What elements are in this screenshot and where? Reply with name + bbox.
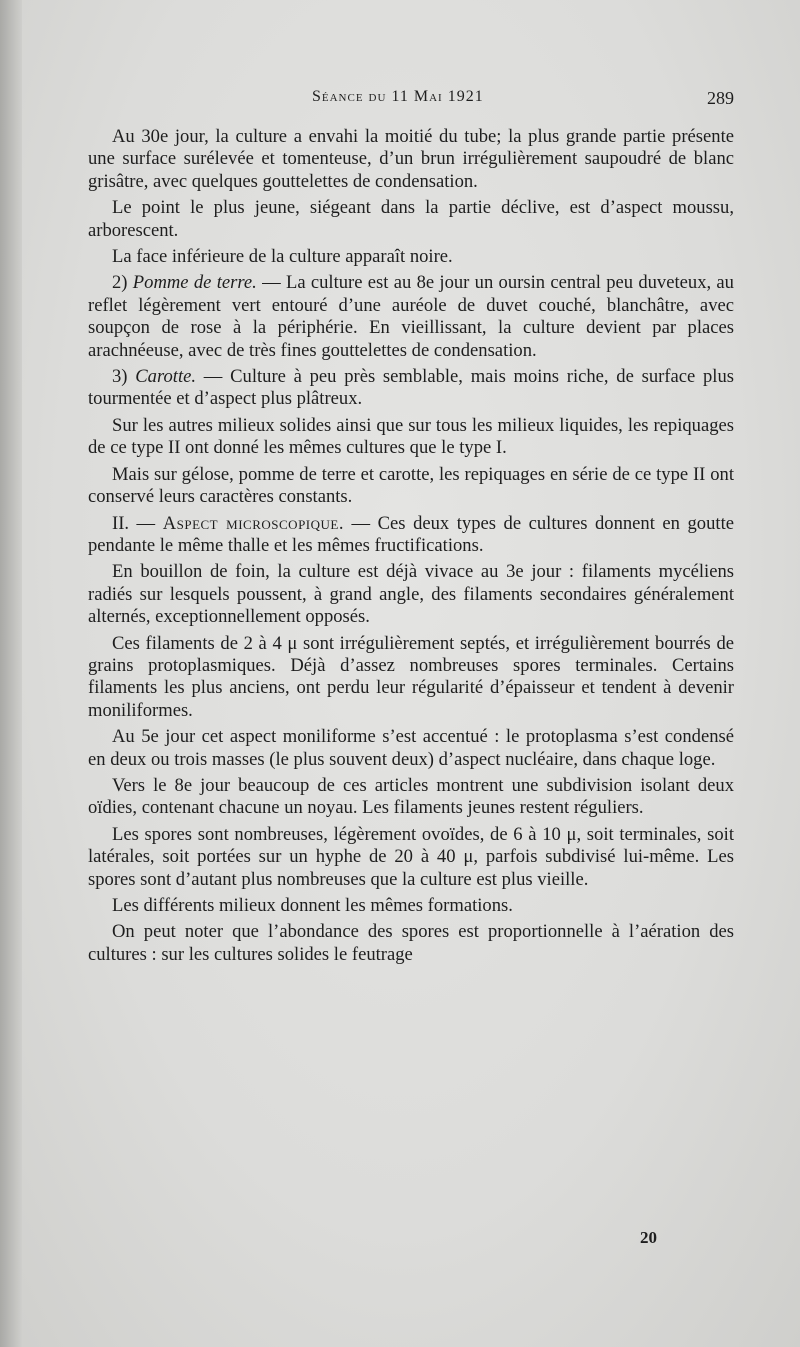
page-edge-shadow [0,0,22,1347]
section-title: Pomme de terre. [132,272,257,294]
body-text [88,126,734,970]
paragraph-text: — La culture est au 8e jour un oursin central peu duveteux, au reflet légèrement vert entouré d’une auréole de duvet couché, blanchâtre, avec soupçon de rose à la périphérie. En vieillissant, la culture devient par places arachnéeuse, avec de très fines gouttelettes de condensation. [88,272,734,361]
signature-mark: 20 [640,1228,657,1247]
paragraph-number: 3) [112,366,128,388]
paragraph: Au 30e jour, la culture a envahi la moitié du tube; la plus grande partie présente une surface surélevée et tomenteuse, d’un brun irrégulièrement saupoudré de blanc grisâtre, avec quelques gouttelettes de condensation. [88,126,734,192]
paragraph: La face inférieure de la culture apparaît noire. [112,246,453,268]
paragraph: Ces filaments de 2 à 4 μ sont irrégulièrement septés, et irrégulièrement bourrés de grains protoplasmiques. Déjà d’assez nombreuses spores terminales. Certains filaments les plus anciens, ont perdu leur régularité d’épaisseur et tendent à devenir moniliformes. [88,632,734,721]
section-title: Carotte. [135,366,197,388]
paragraph: Au 5e jour cet aspect moniliforme s’est accentué : le protoplasma s’est condensé en deux ou trois masses (le plus souvent deux) d’aspect nucléaire, dans chaque loge. [88,726,734,770]
paragraph [88,272,734,362]
paragraph: Les spores sont nombreuses, légèrement ovoïdes, de 6 à 10 μ, soit terminales, soit latérales, soit portées sur un hyphe de 20 à 40 μ, parfois subdivisé lui-même. Les spores sont d’autant plus nombreuses que la culture est plus vieille. [88,823,734,890]
paragraph-text: — Culture à peu près semblable, mais moins riche, de surface plus tourmentée et d’aspect plus plâtreux. [88,366,734,410]
running-head: Séance du 11 Mai 1921 [312,88,484,105]
section-heading: Aspect microscopique. [162,512,344,534]
paragraph-number: 2) [112,272,128,294]
paragraph [88,366,734,411]
paragraph: En bouillon de foin, la culture est déjà vivace au 3e jour : filaments mycéliens radiés sur lesquels poussent, à grand angle, des filaments secondaires généralement alternés, exceptionnellement opposés. [88,561,734,628]
paragraph: Mais sur gélose, pomme de terre et carotte, les repiquages en série de ce type II ont conservé leurs caractères constants. [88,463,734,508]
paragraph: Le point le plus jeune, siégeant dans la partie déclive, est d’aspect moussu, arborescent. [88,197,734,241]
paragraph: On peut noter que l’abondance des spores est proportionnelle à l’aération des cultures : sur les cultures solides le feutrage [88,921,734,965]
page-number: 289 [707,88,734,108]
paragraph-text: — Ces deux types de cultures donnent en goutte pendante le même thalle et les mêmes fructifications. [88,512,734,556]
paragraph: Vers le 8e jour beaucoup de ces articles montrent une subdivision isolant deux oïdies, contenant chacune un noyau. Les filaments jeunes restent réguliers. [88,774,734,819]
paragraph [88,513,734,558]
section-number: II. — [112,512,156,534]
paragraph: Les différents milieux donnent les mêmes formations. [112,895,513,916]
page-header [80,88,740,118]
paragraph: Sur les autres milieux solides ainsi que sur tous les milieux liquides, les repiquages de ce type II ont donné les mêmes cultures que le type I. [88,414,734,459]
